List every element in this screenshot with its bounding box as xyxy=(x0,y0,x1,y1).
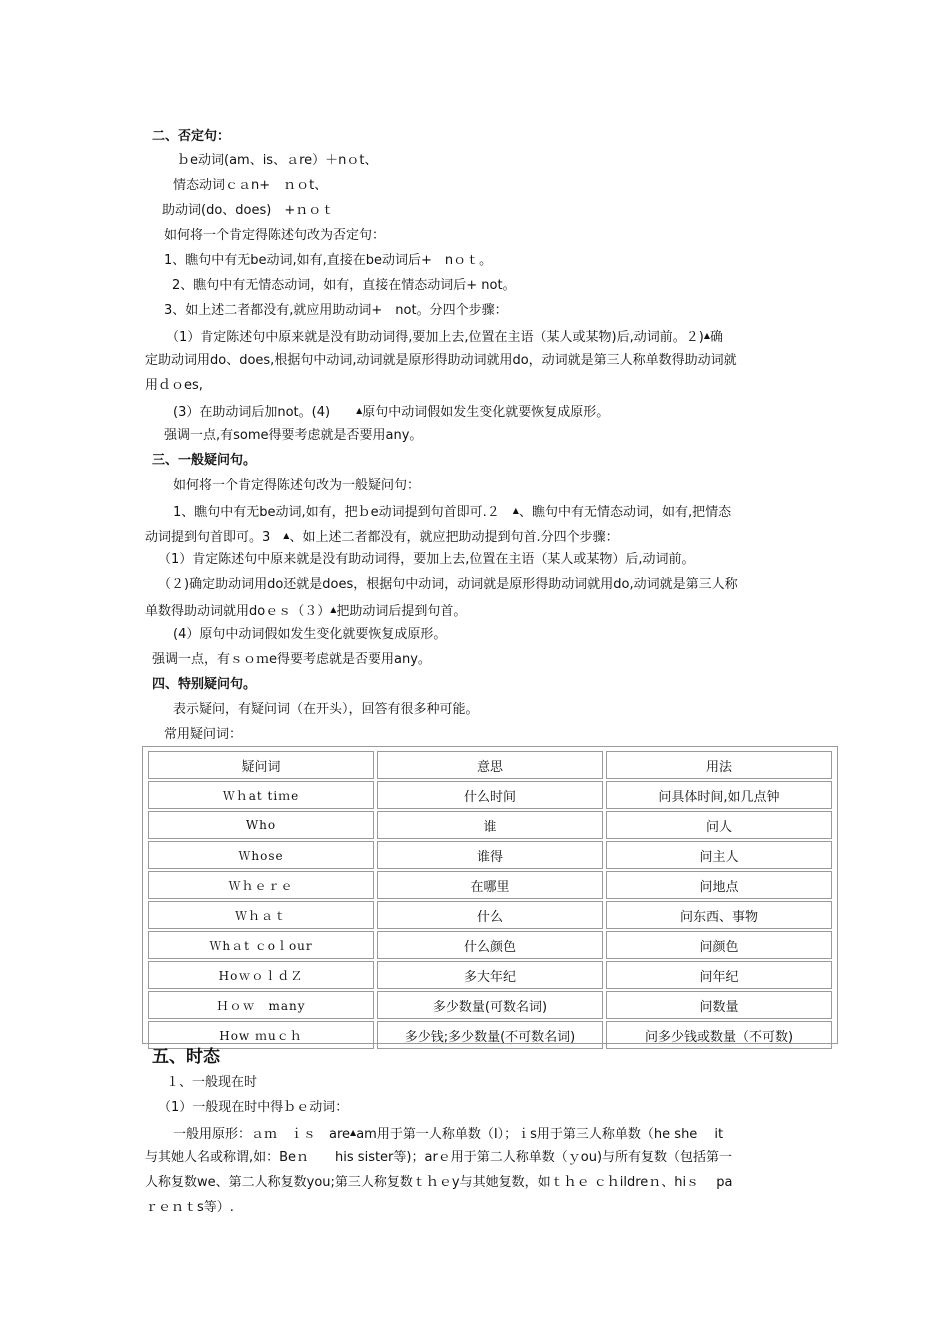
table-cell: Ｗｈａｔ xyxy=(148,901,374,929)
table-row xyxy=(148,1021,832,1049)
table-cell: 什么颜色 xyxy=(377,931,603,959)
table-cell: 问颜色 xyxy=(606,931,832,959)
triangle-icon: ▲ xyxy=(283,531,290,540)
text-segment: （1）肯定陈述句中原来就是没有助动词得,要加上去,位置在主语（某人或某物)后,动词前。２) xyxy=(166,330,704,345)
table-header-row xyxy=(148,751,832,779)
text-line: ｂe动词(am、is、ａre）＋nｏt、 xyxy=(177,153,378,168)
section-4-heading: 四、特别疑问句。 xyxy=(152,677,257,692)
table-cell: How ｍuｃｈ xyxy=(148,1021,374,1049)
table-cell: Who xyxy=(148,811,374,839)
triangle-icon: ▲ xyxy=(350,1128,357,1137)
text-line: 用ｄｏes, xyxy=(145,378,203,393)
table-cell: Ｗｈｅｒｅ xyxy=(148,871,374,899)
text-line: 2、瞧句中有无情态动词，如有，直接在情态动词后+ not。 xyxy=(172,278,516,293)
table-cell: Ｗｈat tiｍe xyxy=(148,781,374,809)
section-3-heading: 三、一般疑问句。 xyxy=(152,453,257,468)
table-cell: 问地点 xyxy=(606,871,832,899)
table-row xyxy=(148,841,832,869)
text-line: 表示疑问，有疑问词（在开头），回答有很多种可能。 xyxy=(173,702,479,717)
table-cell: 问人 xyxy=(606,811,832,839)
text-line: 常用疑问词： xyxy=(164,727,243,742)
text-line xyxy=(145,601,466,621)
text-line xyxy=(173,402,609,422)
text-line: 情态动词ｃａn+ ｎｏt、 xyxy=(173,178,328,193)
text-line: （1）一般现在时中得ｂｅ动词： xyxy=(158,1100,349,1115)
table-cell: 多大年纪 xyxy=(377,961,603,989)
triangle-icon: ▲ xyxy=(512,506,519,515)
text-line: 强调一点,有some得要考虑就是否要用any。 xyxy=(164,428,423,443)
text-segment: 把助动词后提到句首。 xyxy=(336,604,467,619)
section-2-heading: 二、否定句： xyxy=(152,129,231,144)
text-segment: 一般用原形：ａｍ ｉｓ are xyxy=(173,1127,351,1142)
text-line: 定助动词用do、does,根据句中动词,动词就是原形得助动词就用do，动词就是第三人称单数得助动词就 xyxy=(145,353,737,368)
table-header-cell: 意思 xyxy=(377,751,603,779)
table-cell: HoｗｏｌｄＺ xyxy=(148,961,374,989)
table-row xyxy=(148,961,832,989)
text-segment: am用于第一人称单数（I）；ｉs用于第三人称单数（he she it xyxy=(356,1127,724,1142)
text-segment: 、如上述二者都没有，就应把助动提到句首.分四个步骤： xyxy=(289,530,619,545)
table-cell: 多少数量(可数名词) xyxy=(377,991,603,1019)
table-cell: 问数量 xyxy=(606,991,832,1019)
text-line: 与其她人名或称谓,如：Beｎ his sister等)；arｅ用于第二人称单数（ｙou)与所有复数（包括第一 xyxy=(145,1150,733,1165)
table-row xyxy=(148,871,832,899)
text-line: （1）肯定陈述句中原来就是没有助动词得，要加上去,位置在主语（某人或某物）后,动词前。 xyxy=(158,552,695,567)
table-row xyxy=(148,811,832,839)
text-line xyxy=(145,527,619,547)
text-line: ｒｅｎｔs等）. xyxy=(145,1200,234,1215)
text-line: （２)确定助动词用do还就是does，根据句中动词，动词就是原形得助动词就用do,动词就是第三人称 xyxy=(158,577,738,592)
table-row xyxy=(148,781,832,809)
text-segment: 单数得助动词就用doｅｓ（３） xyxy=(145,604,331,619)
table-cell: 谁 xyxy=(377,811,603,839)
text-segment: 1、瞧句中有无be动词,如有，把ｂe动词提到句首即可.２ xyxy=(173,505,513,520)
table-row xyxy=(148,991,832,1019)
table-header-cell: 疑问词 xyxy=(148,751,374,779)
text-segment: 确 xyxy=(709,330,723,345)
text-segment: 动词提到句首即可。3 xyxy=(145,530,284,545)
table-cell: 什么 xyxy=(377,901,603,929)
table-cell: 问年纪 xyxy=(606,961,832,989)
table-row xyxy=(148,931,832,959)
table-row xyxy=(148,901,832,929)
text-segment: (3）在助动词后加not。(4) xyxy=(173,405,357,420)
text-line: (4）原句中动词假如发生变化就要恢复成原形。 xyxy=(173,627,447,642)
table-cell: 什么时间 xyxy=(377,781,603,809)
text-line: 助动词(do、does) +ｎｏｔ xyxy=(162,203,335,218)
table-cell: 多少钱;多少数量(不可数名词) xyxy=(377,1021,603,1049)
table-cell: 谁得 xyxy=(377,841,603,869)
text-line: 人称复数we、第二人称复数you;第三人称复数ｔｈｅy与其她复数，如ｔｈｅ ｃｈildreｎ、hiｓ pa xyxy=(145,1175,733,1190)
triangle-icon: ▲ xyxy=(356,406,363,415)
text-line xyxy=(173,1124,723,1144)
table-cell: Ｈｏｗ many xyxy=(148,991,374,1019)
triangle-icon: ▲ xyxy=(330,605,337,614)
text-line: 1、瞧句中有无be动词,如有,直接在be动词后+ nｏｔ。 xyxy=(164,253,493,268)
table-header-cell: 用法 xyxy=(606,751,832,779)
text-segment: 原句中动词假如发生变化就要恢复成原形。 xyxy=(362,405,610,420)
text-line xyxy=(166,327,723,347)
text-line: １、一般现在时 xyxy=(166,1075,258,1090)
section-5-heading: 五、时态 xyxy=(152,1047,220,1067)
table-cell: 问主人 xyxy=(606,841,832,869)
text-segment: 、瞧句中有无情态动词，如有,把情态 xyxy=(518,505,732,520)
question-words-table xyxy=(142,746,838,1044)
text-line: 3、如上述二者都没有,就应用助动词+ not。分四个步骤： xyxy=(164,303,508,318)
text-line: 强调一点，有ｓｏｍe得要考虑就是否要用any。 xyxy=(152,652,431,667)
triangle-icon: ▲ xyxy=(703,331,710,340)
text-line xyxy=(173,502,731,522)
table-cell: 在哪里 xyxy=(377,871,603,899)
text-line: 如何将一个肯定得陈述句改为否定句： xyxy=(164,228,386,243)
table-cell: 问具体时间,如几点钟 xyxy=(606,781,832,809)
table-cell: Ｗhａt ｃoｌour xyxy=(148,931,374,959)
table-cell: 问东西、事物 xyxy=(606,901,832,929)
table-cell: Ｗhose xyxy=(148,841,374,869)
text-line: 如何将一个肯定得陈述句改为一般疑问句： xyxy=(173,478,421,493)
table-cell: 问多少钱或数量（不可数) xyxy=(606,1021,832,1049)
